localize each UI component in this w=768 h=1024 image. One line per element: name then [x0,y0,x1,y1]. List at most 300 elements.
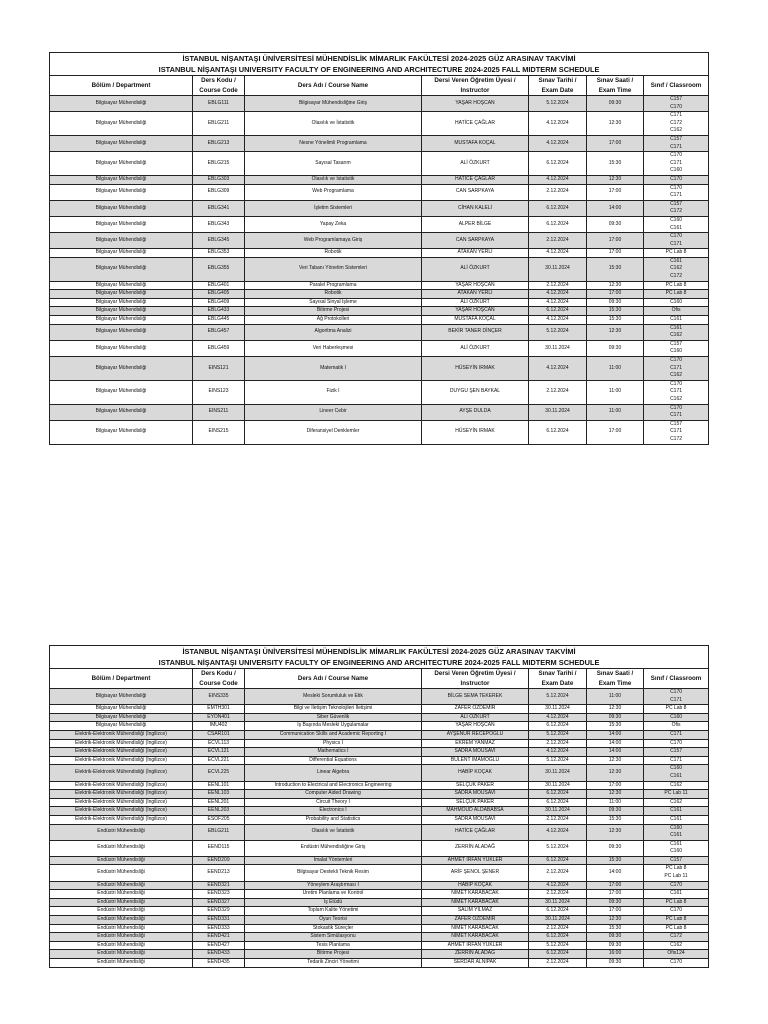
exam-time-cell: 09:30 [587,941,644,950]
course-code-cell: EBLG445 [193,316,245,325]
classroom-cell [644,950,709,959]
exam-time-cell: 11:00 [587,689,644,705]
exam-time-cell: 17:00 [587,781,644,790]
course-name-cell: Toplam Kalite Yönetimi [245,907,422,916]
table-row [50,722,709,731]
instructor-cell: YAŞAR HOŞCAN [422,281,529,290]
course-name-cell: Web Programlamaya Giriş [245,233,422,249]
header-department: Bölüm / Department [50,669,193,689]
instructor-cell: MUSTAFA KOÇAL [422,135,529,151]
classroom-value: C172 [670,435,683,442]
department-cell: Bilgisayar Mühendisliği [50,298,193,307]
course-code-cell: EEND209 [193,856,245,865]
classroom-value: C162 [670,781,683,788]
course-name-cell: Physics I [245,739,422,748]
schedule-body [50,96,709,445]
course-code-cell: ECVL113 [193,739,245,748]
table-row [50,96,709,112]
table-row [50,404,709,420]
classroom-value: C160 [670,298,683,305]
exam-date-cell: 30.11.2024 [529,781,587,790]
classroom-value: C157 [670,748,683,755]
classroom-value: C172 [670,273,683,280]
instructor-cell: YAŞAR HOŞCAN [422,307,529,316]
instructor-cell: NİMET KARABACAK [422,933,529,942]
department-cell: Bilgisayar Mühendisliği [50,152,193,176]
classroom-cell [644,959,709,968]
table-row [50,233,709,249]
instructor-cell: HÜSEYİN IRMAK [422,357,529,381]
classroom-value: C160 [670,765,683,772]
classroom-cell [644,112,709,136]
classroom-value: PC Lab 8 [665,898,687,905]
exam-date-cell: 6.12.2024 [529,420,587,444]
table-row [50,790,709,799]
table-row [50,916,709,925]
exam-time-cell: 17:00 [587,881,644,890]
department-cell: Elektrik-Elektronik Mühendisliği (İngilizce) [50,765,193,781]
instructor-cell: MAHMOUD ALDABABSA [422,807,529,816]
table-row [50,865,709,881]
course-code-cell: EBLG211 [193,824,245,840]
classroom-cell [644,200,709,216]
classroom-cell [644,216,709,232]
classroom-value: C172 [670,933,683,940]
exam-time-cell: 09:30 [587,713,644,722]
instructor-cell: ZAFER ÖZDEMİR [422,916,529,925]
course-code-cell: EEND321 [193,881,245,890]
classroom-value: C171 [670,192,683,199]
instructor-cell: AYŞENUR RECEPOĞLU [422,730,529,739]
classroom-value: C161 [670,890,683,897]
exam-time-cell: 09:30 [587,840,644,856]
course-code-cell: EINS215 [193,420,245,444]
header-instructor: Dersi Veren Öğretim Üyesi / Instructor [422,669,529,689]
course-name-cell: Computer Aided Drawing [245,790,422,799]
classroom-cell [644,689,709,705]
classroom-cell [644,152,709,176]
exam-date-cell: 2.12.2024 [529,865,587,881]
classroom-cell [644,840,709,856]
instructor-cell: HABİP KOÇAK [422,881,529,890]
department-cell: Elektrik-Elektronik Mühendisliği (İngilizce) [50,781,193,790]
table-row [50,824,709,840]
table-row [50,112,709,136]
table-row [50,380,709,404]
course-code-cell: ECVL221 [193,756,245,765]
course-name-cell: Bitirme Projesi [245,950,422,959]
table-row [50,898,709,907]
course-name-cell: Yöneylem Araştırması I [245,881,422,890]
exam-date-cell: 2.12.2024 [529,959,587,968]
department-cell: Bilgisayar Mühendisliği [50,112,193,136]
classroom-value: C157 [670,856,683,863]
classroom-value: C161 [670,257,683,264]
course-name-cell: Paralel Programlama [245,281,422,290]
course-code-cell: EINS123 [193,380,245,404]
instructor-cell: AYŞE DULDA [422,404,529,420]
department-cell: Endüstri Mühendisliği [50,898,193,907]
classroom-cell [644,924,709,933]
classroom-value: C170 [670,152,683,159]
classroom-value: PC Lab 11 [664,873,688,880]
course-code-cell: EYON401 [193,713,245,722]
exam-date-cell: 2.12.2024 [529,815,587,824]
classroom-value: C171 [670,428,683,435]
exam-time-cell: 16:00 [587,950,644,959]
classroom-value: C171 [670,730,683,737]
course-name-cell: Diferansiyel Denklemler [245,420,422,444]
classroom-cell [644,722,709,731]
exam-time-cell: 09:30 [587,898,644,907]
department-cell: Elektrik-Elektronik Mühendisliği (İngilizce) [50,756,193,765]
course-name-cell: Veri Haberleşmesi [245,340,422,356]
instructor-cell: ALİ ÖZKURT [422,340,529,356]
exam-time-cell: 12:30 [587,112,644,136]
classroom-value: C171 [670,756,683,763]
course-code-cell: ECVL225 [193,765,245,781]
course-name-cell: Yapay Zeka [245,216,422,232]
classroom-cell [644,357,709,381]
department-cell: Endüstri Mühendisliği [50,907,193,916]
classroom-cell [644,249,709,258]
course-name-cell: Üretim Planlama ve Kontrol [245,890,422,899]
course-name-cell: İmalat Yöntemleri [245,856,422,865]
exam-time-cell: 12:30 [587,916,644,925]
course-name-cell: Circuit Theory I [245,798,422,807]
exam-time-cell: 17:00 [587,249,644,258]
course-code-cell: EBLG343 [193,216,245,232]
course-code-cell: EINS211 [193,404,245,420]
classroom-value: C162 [670,332,683,339]
header-department: Bölüm / Department [50,76,193,96]
classroom-cell [644,756,709,765]
schedule-title-tr: İSTANBUL NİŞANTAŞI ÜNİVERSİTESİ MÜHENDİSLİK MİMARLIK FAKÜLTESİ 2024-2025 GÜZ ARASINAV TAKVİMİ [50,53,709,65]
exam-date-cell: 6.12.2024 [529,856,587,865]
classroom-cell [644,713,709,722]
exam-time-cell: 15:30 [587,815,644,824]
classroom-cell [644,175,709,184]
course-name-cell: Bilgi ve İletişim Teknolojileri İletişimi [245,705,422,714]
exam-time-cell: 14:00 [587,865,644,881]
classroom-cell [644,856,709,865]
course-code-cell: EBLG211 [193,112,245,136]
classroom-value: C170 [670,233,683,240]
course-code-cell: EBLG341 [193,200,245,216]
classroom-value: C157 [670,96,683,102]
course-code-cell: EENL201 [193,798,245,807]
classroom-cell [644,298,709,307]
exam-date-cell: 4.12.2024 [529,112,587,136]
classroom-cell [644,941,709,950]
table-row [50,933,709,942]
instructor-cell: SADRA MOUSAVI [422,815,529,824]
instructor-cell: YAŞAR HOŞCAN [422,96,529,112]
classroom-value: C162 [670,265,683,272]
header-course-name: Ders Adı / Course Name [245,76,422,96]
course-code-cell: EBLG303 [193,175,245,184]
course-name-cell: İşletim Sistemleri [245,200,422,216]
department-cell: Elektrik-Elektronik Mühendisliği (İngilizce) [50,739,193,748]
instructor-cell: HABİP KOÇAK [422,765,529,781]
classroom-cell [644,380,709,404]
exam-time-cell: 15:30 [587,307,644,316]
classroom-value: C170 [670,184,683,191]
instructor-cell: HATİCE ÇAĞLAR [422,824,529,840]
classroom-cell [644,307,709,316]
classroom-value: C157 [670,135,683,142]
course-code-cell: EEND329 [193,907,245,916]
classroom-value: C161 [670,832,683,839]
department-cell: Bilgisayar Mühendisliği [50,307,193,316]
table-row [50,135,709,151]
department-cell: Bilgisayar Mühendisliği [50,316,193,325]
course-name-cell: Sayısal Sinyal İşleme [245,298,422,307]
course-code-cell: EEND421 [193,933,245,942]
course-code-cell: CSAR101 [193,730,245,739]
classroom-cell [644,815,709,824]
instructor-cell: MUSTAFA KOÇAL [422,316,529,325]
exam-time-cell: 17:00 [587,890,644,899]
exam-date-cell: 4.12.2024 [529,135,587,151]
schedule-table [49,52,709,445]
instructor-cell: SERDAR ALNIPAK [422,959,529,968]
course-code-cell: EINS121 [193,357,245,381]
exam-date-cell: 6.12.2024 [529,216,587,232]
classroom-value: C160 [670,713,683,720]
classroom-value: C171 [670,143,683,150]
header-classroom: Sınıf / Classroom [644,76,709,96]
exam-date-cell: 4.12.2024 [529,824,587,840]
exam-time-cell: 09:30 [587,959,644,968]
exam-date-cell: 30.11.2024 [529,404,587,420]
table-row [50,756,709,765]
classroom-value: PC Lab 8 [665,281,687,288]
course-code-cell: EEND427 [193,941,245,950]
classroom-cell [644,257,709,281]
instructor-cell: BEKİR TANER DİNÇER [422,324,529,340]
exam-date-cell: 6.12.2024 [529,200,587,216]
classroom-value: C161 [670,316,683,323]
classroom-value: Ofis124 [667,950,685,957]
course-code-cell: EENL101 [193,781,245,790]
exam-time-cell: 12:30 [587,175,644,184]
department-cell: Endüstri Mühendisliği [50,856,193,865]
classroom-cell [644,290,709,299]
exam-date-cell: 4.12.2024 [529,290,587,299]
department-cell: Bilgisayar Mühendisliği [50,357,193,381]
exam-time-cell: 17:00 [587,184,644,200]
instructor-cell: AHMET İRFAN YÜKLER [422,941,529,950]
exam-time-cell: 17:00 [587,420,644,444]
course-name-cell: İş Etüdü [245,898,422,907]
classroom-value: PC Lab 8 [665,865,687,872]
instructor-cell: NİMET KARABACAK [422,924,529,933]
exam-date-cell: 30.11.2024 [529,807,587,816]
classroom-value: C162 [670,127,683,134]
table-row [50,216,709,232]
table-row [50,959,709,968]
course-name-cell: Mathematics I [245,748,422,757]
exam-time-cell: 09:30 [587,340,644,356]
table-row [50,881,709,890]
schedule-title-tr: İSTANBUL NİŞANTAŞI ÜNİVERSİTESİ MÜHENDİSLİK MİMARLIK FAKÜLTESİ 2024-2025 GÜZ ARASINAV TAKVİMİ [50,646,709,658]
classroom-cell [644,324,709,340]
instructor-cell: EKREM YANMAZ [422,739,529,748]
exam-date-cell: 5.12.2024 [529,840,587,856]
instructor-cell: SELÇUK PAKER [422,798,529,807]
header-exam-time: Sınav Saati / Exam Time [587,76,644,96]
exam-date-cell: 2.12.2024 [529,924,587,933]
classroom-value: C170 [670,380,683,387]
classroom-cell [644,824,709,840]
course-name-cell: Veri Tabanı Yönetim Sistemleri [245,257,422,281]
exam-time-cell: 15:30 [587,722,644,731]
exam-time-cell: 17:00 [587,135,644,151]
table-row [50,184,709,200]
classroom-value: C161 [670,840,683,847]
course-code-cell: EBLG409 [193,298,245,307]
classroom-value: C170 [670,907,683,914]
classroom-value: C170 [670,175,683,182]
department-cell: Bilgisayar Mühendisliği [50,380,193,404]
exam-time-cell: 15:30 [587,924,644,933]
course-name-cell: Introduction to Electrical and Electronics Engineering [245,781,422,790]
table-row [50,907,709,916]
header-instructor: Dersi Veren Öğretim Üyesi / Instructor [422,76,529,96]
course-code-cell: EBLG457 [193,324,245,340]
classroom-value: Ofis [671,307,681,314]
exam-date-cell: 6.12.2024 [529,307,587,316]
instructor-cell: ZAFER ÖZDEMİR [422,705,529,714]
table-row [50,340,709,356]
instructor-cell: CAN SARPKAYA [422,233,529,249]
instructor-cell: BÜLENT İMAMOĞLU [422,756,529,765]
exam-date-cell: 4.12.2024 [529,357,587,381]
classroom-value: C161 [670,772,683,779]
department-cell: Endüstri Mühendisliği [50,890,193,899]
course-name-cell: Matematik I [245,357,422,381]
exam-date-cell: 5.12.2024 [529,96,587,112]
table-row [50,950,709,959]
course-code-cell: EBLG459 [193,340,245,356]
exam-date-cell: 6.12.2024 [529,933,587,942]
exam-time-cell: 12:30 [587,281,644,290]
exam-schedule-sheet-2 [49,645,708,968]
course-name-cell: Bilgisayar Mühendisliğine Giriş [245,96,422,112]
classroom-value: C162 [670,798,683,805]
classroom-cell [644,765,709,781]
course-code-cell: EEND333 [193,924,245,933]
course-code-cell: EBLG309 [193,184,245,200]
instructor-cell: SADRA MOUSAVI [422,790,529,799]
classroom-cell [644,865,709,881]
exam-date-cell: 4.12.2024 [529,298,587,307]
classroom-value: C170 [670,689,683,695]
department-cell: Bilgisayar Mühendisliği [50,404,193,420]
classroom-value: PC Lab 8 [665,924,687,931]
course-name-cell: Mesleki Sorumluluk ve Etik [245,689,422,705]
course-name-cell: İş Başında Mesleki Uygulamalar [245,722,422,731]
table-row [50,781,709,790]
exam-date-cell: 5.12.2024 [529,324,587,340]
instructor-cell: NİMET KARABACAK [422,898,529,907]
instructor-cell: CİHAN KALELİ [422,200,529,216]
instructor-cell: ALİ ÖZKURT [422,152,529,176]
department-cell: Elektrik-Elektronik Mühendisliği (İngilizce) [50,730,193,739]
department-cell: Bilgisayar Mühendisliği [50,216,193,232]
classroom-cell [644,781,709,790]
course-code-cell: EMTH301 [193,705,245,714]
table-row [50,420,709,444]
classroom-value: C170 [670,404,683,411]
header-exam-time: Sınav Saati / Exam Time [587,669,644,689]
course-name-cell: Olasılık ve İstatistik [245,175,422,184]
course-code-cell: EEND331 [193,916,245,925]
course-name-cell: Ağ Protokolleri [245,316,422,325]
exam-time-cell: 14:00 [587,200,644,216]
course-code-cell: EBLG401 [193,281,245,290]
classroom-value: C157 [670,420,683,427]
exam-schedule-sheet-1 [49,52,708,445]
exam-date-cell: 2.12.2024 [529,184,587,200]
department-cell: Endüstri Mühendisliği [50,824,193,840]
table-row [50,890,709,899]
course-code-cell: EENL203 [193,807,245,816]
classroom-value: C171 [670,696,683,703]
header-course-code: Ders Kodu / Course Code [193,76,245,96]
exam-time-cell: 14:00 [587,748,644,757]
instructor-cell: DUYGU ŞEN BAYKAL [422,380,529,404]
instructor-cell: ALPER BİLGE [422,216,529,232]
exam-date-cell: 4.12.2024 [529,748,587,757]
classroom-value: C170 [670,959,683,965]
department-cell: Elektrik-Elektronik Mühendisliği (İngilizce) [50,798,193,807]
classroom-value: C160 [670,824,683,831]
exam-time-cell: 09:30 [587,298,644,307]
classroom-value: PC Lab 8 [665,249,687,256]
instructor-cell: ALİ ÖZKURT [422,713,529,722]
department-cell: Bilgisayar Mühendisliği [50,257,193,281]
schedule-title-en: ISTANBUL NİŞANTAŞI UNIVERSITY FACULTY OF ENGINEERING AND ARCHITECTURE 2024-2025 FALL MIDTERM SCHEDULE [50,657,709,669]
exam-date-cell: 2.12.2024 [529,890,587,899]
department-cell: Bilgisayar Mühendisliği [50,324,193,340]
exam-date-cell: 30.11.2024 [529,765,587,781]
schedule-title-en: ISTANBUL NİŞANTAŞI UNIVERSITY FACULTY OF ENGINEERING AND ARCHITECTURE 2024-2025 FALL MIDTERM SCHEDULE [50,64,709,76]
exam-date-cell: 30.11.2024 [529,340,587,356]
department-cell: Bilgisayar Mühendisliği [50,184,193,200]
classroom-cell [644,420,709,444]
header-exam-date: Sınav Tarihi / Exam Date [529,669,587,689]
classroom-value: C162 [670,372,683,379]
classroom-value: C161 [670,807,683,814]
department-cell: Bilgisayar Mühendisliği [50,200,193,216]
exam-time-cell: 17:00 [587,907,644,916]
classroom-value: PC Lab 8 [665,705,687,712]
classroom-cell [644,705,709,714]
instructor-cell: ALİ ÖZKURT [422,257,529,281]
classroom-cell [644,890,709,899]
classroom-cell [644,798,709,807]
department-cell: Endüstri Mühendisliği [50,924,193,933]
classroom-value: C171 [670,388,683,395]
exam-date-cell: 2.12.2024 [529,281,587,290]
department-cell: Elektrik-Elektronik Mühendisliği (İngilizce) [50,790,193,799]
classroom-value: C160 [670,848,683,855]
header-exam-date: Sınav Tarihi / Exam Date [529,76,587,96]
department-cell: Bilgisayar Mühendisliği [50,96,193,112]
exam-date-cell: 6.12.2024 [529,152,587,176]
